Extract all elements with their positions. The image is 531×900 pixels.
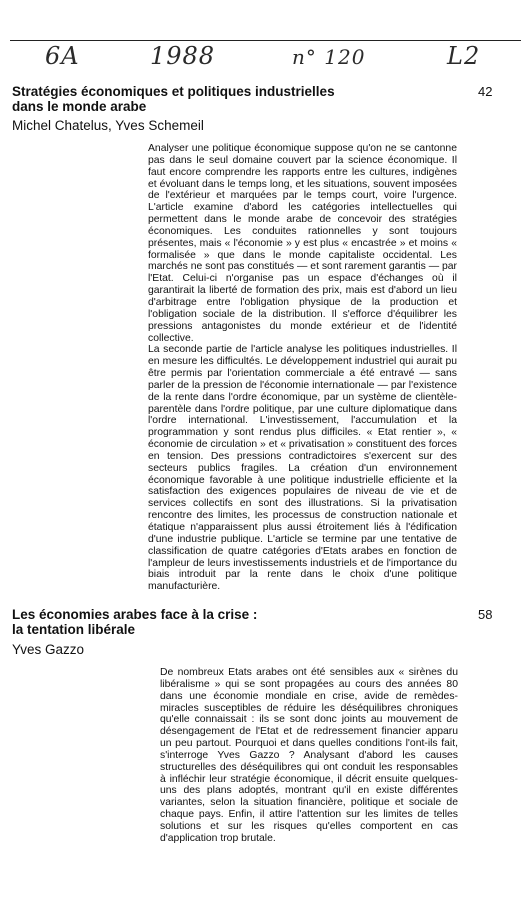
top-rule: [10, 40, 521, 41]
handwritten-number: n° 120: [292, 45, 366, 69]
abstract-paragraph: La seconde partie de l'article analyse les politiques industrielles. Il en mesure les difficultés. Le développement industriel qui aurait pu être permis par l'orientation commerciale a été entravé — sans parler de la pression de l'économie internationale — par l'existence de la rente dans l'ordre économique, par un système de clientèle-parentèle dans l'ordre politique, par une culture diplomatique dans l'ordre international. L'investissement, l'accumulation et la programmation y sont rendus plus difficiles. « Etat rentier », « économie de circulation » et « privatisation » constituent des forces en tension. Des pressions contradictoires s'exercent sur des secteurs publics fragiles. La création d'un environnement économique favorable à une politique industrielle efficiente et la satisfaction des exigences populaires de niveau de vie et de services collectifs en sont des illustrations. Si la privatisation rencontre des limites, les processus de construction nationale et étatique n'apparaissent plus aussi étroitement liés à l'édification d'une industrie publique. L'article se termine par une tentative de classification de quatre catégories d'Etats arabes en fonction de l'ampleur de leurs investissements industriels et de l'importance du biais introduit par la rente dans le choix d'une politique manufacturière.: [148, 344, 458, 593]
handwritten-label: L2: [447, 42, 481, 70]
article-title-line: Les économies arabes face à la crise :: [12, 607, 258, 622]
abstract-paragraph: Analyser une politique économique suppose qu'on ne se cantonne pas dans le seul domaine couvert par la science économique. Il faut encore comprendre les rapports entre les cultures, indigènes et évoluant dans le temps long, et les situations, souvent imposées de l'extérieur et marquées par le temps court, voire l'urgence. L'article examine d'abord les catégories intellectuelles qui permettent dans le monde arabe de concevoir des stratégies économiques. Les conduites rationnelles y sont toujours présentes, mais « l'économie » y est plus « encastrée » et moins « formalisée » que dans le monde capitaliste occidental. Les marchés ne sont pas constitués — et sont rarement garantis — par l'Etat. Celui-ci n'organise pas un espace d'échanges où il garantirait la liberté de formation des prix, mais est d'abord un lieu d'arbitrage entre l'obligation physique de la production et l'obligation sociale de la distribution. Il s'efforce d'équilibrer les pressions antagonistes du monde extérieur et de l'identité collective.: [148, 143, 457, 344]
article-authors: Michel Chatelus, Yves Schemeil: [12, 118, 204, 133]
article-title-line: la tentation libérale: [12, 622, 136, 637]
article-title-line: dans le monde arabe: [12, 99, 147, 114]
page-number: 42: [478, 84, 493, 99]
article-abstract: [160, 667, 458, 845]
handwritten-code: 6A: [45, 42, 80, 70]
article-abstract: [148, 143, 457, 593]
article-title: [12, 607, 257, 637]
article-title: [12, 84, 335, 114]
abstract-paragraph: De nombreux Etats arabes ont été sensibles aux « sirènes du libéralisme » qui se sont propagées au cours des années 80 dans une économie mondiale en crise, avide de remèdes-miracles susceptibles de réduire les déséquilibres chroniques qu'elle connaissait : ils se sont donc joints au mouvement de désengagement de l'Etat et de redressement financier apparu un peu partout. Pourquoi et dans quelles conditions l'ont-ils fait, s'interroge Yves Gazzo ? Analysant d'abord les causes structurelles des déséquilibres qui ont conduit les responsables à infléchir leur stratégie économique, il décrit ensuite quelques-uns des plans adoptés, montrant qu'il en existe différentes variantes, selon la situation financière, politique et sociale de chaque pays. Enfin, il attire l'attention sur les limites de telles solutions et sur les risques qu'elles comportent en cas d'application trop brutale.: [160, 667, 458, 844]
page-number: 58: [478, 607, 493, 622]
handwritten-year: 1988: [150, 42, 216, 70]
article-authors: Yves Gazzo: [12, 642, 85, 657]
article-title-line: Stratégies économiques et politiques industrielles: [12, 84, 335, 99]
